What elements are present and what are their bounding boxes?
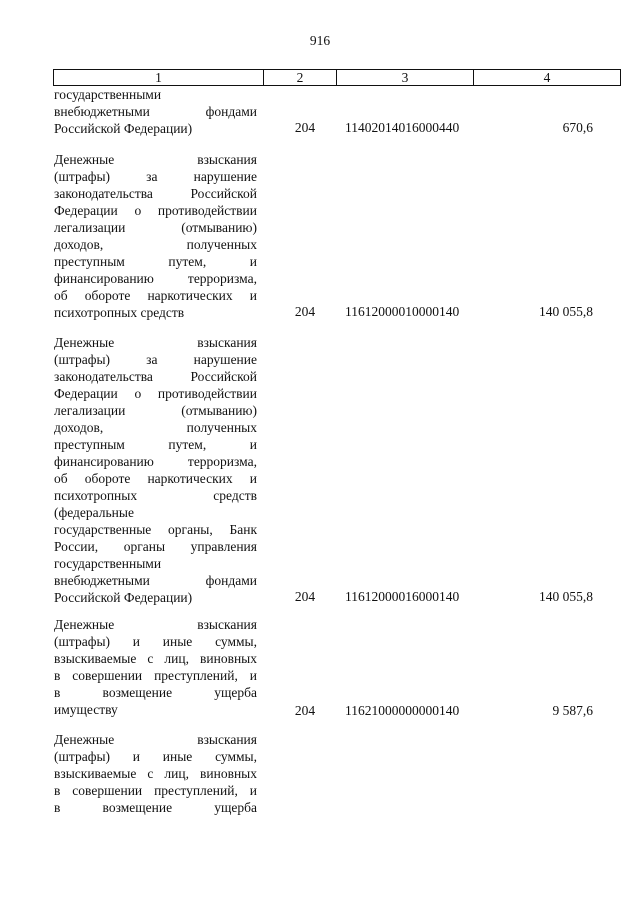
description-line: взыскиваемые с лиц, виновных bbox=[54, 651, 257, 666]
row-description bbox=[54, 731, 257, 816]
description-line: законодательства Российской bbox=[54, 369, 257, 384]
description-line: легализации (отмыванию) bbox=[54, 403, 257, 418]
row-kbk: 11621000000000140 bbox=[345, 703, 460, 718]
row-description bbox=[54, 151, 257, 321]
description-line: Денежные взыскания bbox=[54, 617, 257, 632]
description-line: Федерации о противодействии bbox=[54, 386, 257, 401]
description-line: имуществу bbox=[54, 702, 118, 717]
row-code: 204 bbox=[294, 589, 316, 604]
description-line: финансированию терроризма, bbox=[54, 271, 257, 286]
table-header bbox=[53, 69, 621, 86]
description-line: об обороте наркотических и bbox=[54, 471, 257, 486]
description-line: доходов, полученных bbox=[54, 420, 257, 435]
description-line: преступным путем, и bbox=[54, 437, 257, 452]
description-line: внебюджетными фондами bbox=[54, 104, 257, 119]
description-line: преступным путем, и bbox=[54, 254, 257, 269]
row-amount: 9 587,6 bbox=[552, 703, 593, 718]
description-line: Российской Федерации) bbox=[54, 121, 193, 136]
description-line: законодательства Российской bbox=[54, 186, 257, 201]
description-line: Денежные взыскания bbox=[54, 335, 257, 350]
description-line: государственными bbox=[54, 87, 162, 102]
description-line: Денежные взыскания bbox=[54, 732, 257, 747]
description-line: в совершении преступлений, и bbox=[54, 668, 257, 683]
description-line: психотропных средств bbox=[54, 305, 185, 320]
column-header-4: 4 bbox=[543, 70, 551, 85]
column-header-2: 2 bbox=[264, 70, 337, 85]
page-number: 916 bbox=[309, 33, 331, 48]
row-amount: 140 055,8 bbox=[539, 589, 593, 604]
row-kbk: 11402014016000440 bbox=[345, 120, 460, 135]
description-line: (штрафы) и иные суммы, bbox=[54, 749, 257, 764]
description-line: (штрафы) за нарушение bbox=[54, 352, 257, 367]
description-line: (штрафы) и иные суммы, bbox=[54, 634, 257, 649]
row-amount: 140 055,8 bbox=[539, 304, 593, 319]
description-line: Денежные взыскания bbox=[54, 152, 257, 167]
row-code: 204 bbox=[294, 120, 316, 135]
description-line: государственные органы, Банк bbox=[54, 522, 257, 537]
description-line: внебюджетными фондами bbox=[54, 573, 257, 588]
description-line: взыскиваемые с лиц, виновных bbox=[54, 766, 257, 781]
column-header-1: 1 bbox=[54, 70, 264, 85]
description-line: Российской Федерации) bbox=[54, 590, 193, 605]
row-kbk: 11612000010000140 bbox=[345, 304, 460, 319]
description-line: России, органы управления bbox=[54, 539, 257, 554]
description-line: об обороте наркотических и bbox=[54, 288, 257, 303]
row-description bbox=[54, 616, 257, 718]
row-description bbox=[54, 334, 257, 606]
description-line: (федеральные bbox=[54, 505, 134, 520]
description-line: психотропных средств bbox=[54, 488, 257, 503]
description-line: государственными bbox=[54, 556, 162, 571]
description-line: легализации (отмыванию) bbox=[54, 220, 257, 235]
row-amount: 670,6 bbox=[562, 120, 593, 135]
description-line: в совершении преступлений, и bbox=[54, 783, 257, 798]
description-line: финансированию терроризма, bbox=[54, 454, 257, 469]
description-line: (штрафы) за нарушение bbox=[54, 169, 257, 184]
row-code: 204 bbox=[294, 703, 316, 718]
row-kbk: 11612000016000140 bbox=[345, 589, 460, 604]
row-description bbox=[54, 86, 257, 137]
row-code: 204 bbox=[294, 304, 316, 319]
description-line: Федерации о противодействии bbox=[54, 203, 257, 218]
description-line: доходов, полученных bbox=[54, 237, 257, 252]
column-header-3: 3 bbox=[337, 70, 474, 85]
description-line: в возмещение ущерба bbox=[54, 685, 257, 700]
description-line: в возмещение ущерба bbox=[54, 800, 257, 815]
